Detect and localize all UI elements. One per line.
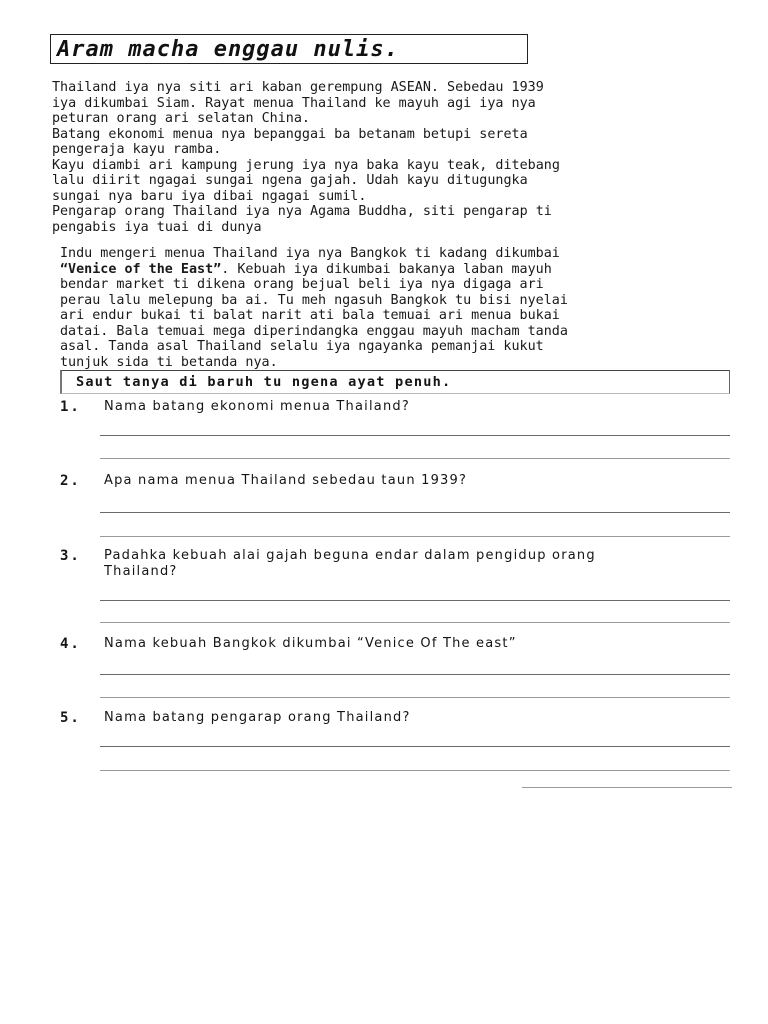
passage-1-line: sungai nya baru iya dibai ngagai sumil.: [52, 188, 367, 204]
question-line: Nama kebuah Bangkok dikumbai “Venice Of The east”: [104, 636, 517, 651]
passage-1: [52, 80, 728, 235]
passage-1-line: Batang ekonomi menua nya bepanggai ba betanam betupi sereta: [52, 126, 528, 142]
passage-2-line-with-bold: [60, 262, 728, 278]
answer-line[interactable]: [100, 746, 730, 747]
passage-2-line: datai. Bala temuai mega diperindangka enggau mayuh macham tanda: [60, 323, 568, 339]
answer-line[interactable]: [100, 622, 730, 623]
question-text: [104, 473, 732, 489]
instruction-box: [60, 370, 730, 394]
answer-line[interactable]: [100, 536, 730, 537]
question-text: [104, 710, 732, 726]
question-line: Thailand?: [104, 564, 178, 579]
question-text: [104, 636, 732, 652]
passage-2: [60, 246, 728, 370]
answer-line[interactable]: [100, 770, 730, 771]
passage-1-line: Thailand iya nya siti ari kaban gerempung ASEAN. Sebedau 1939: [52, 80, 544, 95]
passage-2-line: tunjuk sida ti betanda nya.: [60, 354, 278, 370]
answer-line[interactable]: [100, 512, 730, 513]
passage-1-line: pengabis iya tuai di dunya: [52, 219, 262, 235]
worksheet-title: Aram macha enggau nulis.: [57, 36, 399, 62]
question-number: 4.: [60, 636, 81, 652]
title-box: [50, 34, 528, 64]
question-text: [104, 548, 732, 580]
passage-1-line: pengeraja kayu ramba.: [52, 142, 222, 157]
answer-line[interactable]: [100, 697, 730, 698]
question-number: 2.: [60, 473, 81, 489]
passage-2-line: asal. Tanda asal Thailand selalu iya ngayanka pemanjai kukut: [60, 339, 544, 354]
answer-line[interactable]: [522, 787, 732, 788]
passage-1-line: lalu diirit ngagai sungai ngena gajah. Udah kayu ditugungka: [52, 173, 528, 188]
passage-2-line: ari endur bukai ti balat narit ati bala temuai ari menua bukai: [60, 308, 560, 323]
question-text: [104, 399, 732, 415]
answer-line[interactable]: [100, 435, 730, 436]
passage-2-line: perau lalu melepung ba ai. Tu meh ngasuh Bangkok tu bisi nyelai: [60, 292, 568, 308]
answer-line[interactable]: [100, 674, 730, 675]
passage-1-line: iya dikumbai Siam. Rayat menua Thailand ke mayuh agi iya nya: [52, 95, 536, 111]
answer-line[interactable]: [100, 600, 730, 601]
question-number: 1.: [60, 399, 81, 415]
question-line: Nama batang pengarap orang Thailand?: [104, 710, 411, 725]
question-line: Apa nama menua Thailand sebedau taun 1939?: [104, 473, 468, 488]
question-line: Nama batang ekonomi menua Thailand?: [104, 399, 410, 414]
question-number: 5.: [60, 710, 81, 726]
question-line: Padahka kebuah alai gajah beguna endar dalam pengidup orang: [104, 548, 596, 563]
passage-2-line-rest: . Kebuah iya dikumbai bakanya laban mayuh: [221, 261, 552, 277]
passage-2-line: Indu mengeri menua Thailand iya nya Bangkok ti kadang dikumbai: [60, 246, 560, 261]
instruction-text: Saut tanya di baruh tu ngena ayat penuh.: [76, 374, 452, 390]
passage-1-line: Pengarap orang Thailand iya nya Agama Buddha, siti pengarap ti: [52, 204, 552, 219]
passage-1-line: peturan orang ari selatan China.: [52, 111, 310, 126]
passage-1-line: Kayu diambi ari kampung jerung iya nya baka kayu teak, ditebang: [52, 157, 560, 173]
question-number: 3.: [60, 548, 81, 564]
venice-of-the-east-phrase: “Venice of the East”: [60, 261, 222, 277]
passage-2-line: bendar market ti dikena orang bejual beli iya nya digaga ari: [60, 277, 544, 292]
answer-line[interactable]: [100, 458, 730, 459]
